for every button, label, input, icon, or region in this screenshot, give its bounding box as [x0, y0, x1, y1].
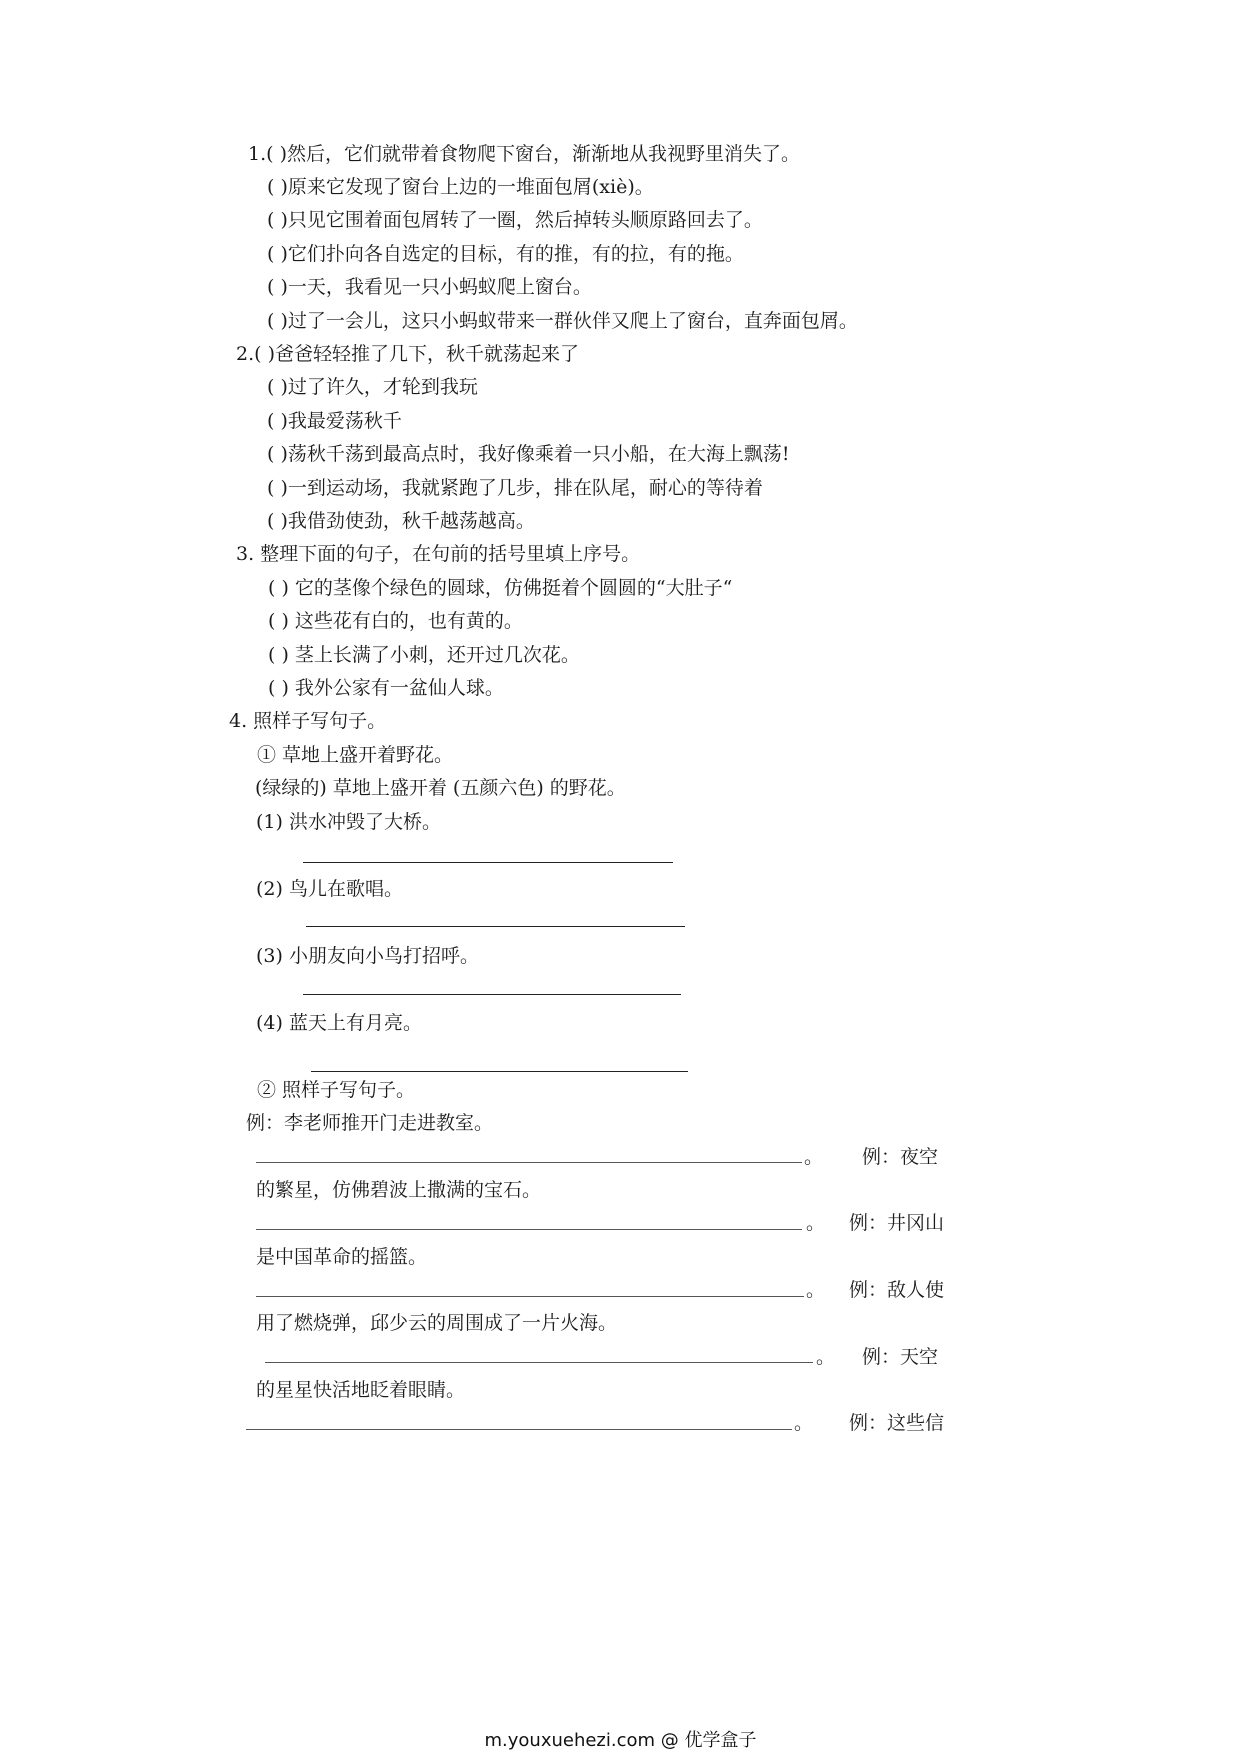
- q2-item-3: ( )我最爱荡秋千: [267, 410, 402, 432]
- q4-sub2-next-1: 的繁星，仿佛碧波上撒满的宝石。: [256, 1179, 542, 1201]
- q1-item-3: ( )只见它围着面包屑转了一圈，然后掉转头顺原路回去了。: [267, 209, 763, 231]
- q4-item-2-answer-line[interactable]: [306, 926, 685, 927]
- q4-item-4: (4) 蓝天上有月亮。: [256, 1012, 422, 1034]
- q4-sub2-mark-4: 。: [816, 1346, 836, 1368]
- q4-sub2-answer-line-1[interactable]: [256, 1162, 802, 1163]
- q4-sub2-mark-3: 。: [806, 1279, 826, 1301]
- q4-sub2-next-3: 用了燃烧弹，邱少云的周围成了一片火海。: [256, 1312, 618, 1334]
- q4-sub2-answer-line-4[interactable]: [265, 1362, 813, 1363]
- q4-sub2-answer-line-5[interactable]: [246, 1429, 792, 1430]
- q2-item-6: ( )我借劲使劲，秋千越荡越高。: [267, 510, 535, 532]
- q1-item-4: ( )它们扑向各自选定的目标，有的推，有的拉，有的拖。: [267, 243, 744, 265]
- q3-item-4: ( ) 我外公家有一盆仙人球。: [268, 677, 504, 699]
- q2-item-2: ( )过了许久，才轮到我玩: [267, 376, 478, 398]
- q4-sub2-tail-2: 例：井冈山: [849, 1212, 945, 1234]
- q4-sub2-answer-line-2[interactable]: [256, 1229, 802, 1230]
- q1-item-5: ( )一天，我看见一只小蚂蚁爬上窗台。: [267, 276, 592, 298]
- q4-sub2-tail-3: 例：敌人使: [849, 1279, 945, 1301]
- q4-item-1: (1) 洪水冲毁了大桥。: [256, 811, 441, 833]
- q4-sub2-tail-4: 例：天空: [862, 1346, 939, 1368]
- q4-sub2-label: ② 照样子写句子。: [257, 1079, 416, 1101]
- q2-item-1: 2.( )爸爸轻轻推了几下，秋千就荡起来了: [236, 343, 579, 365]
- q4-sub2-answer-line-3[interactable]: [256, 1296, 804, 1297]
- q2-item-4: ( )荡秋千荡到最高点时，我好像乘着一只小船，在大海上飘荡!: [267, 443, 790, 465]
- q4-sub1-label: ① 草地上盛开着野花。: [257, 744, 454, 766]
- q4-item-4-answer-line[interactable]: [311, 1071, 688, 1072]
- q3-item-3: ( ) 茎上长满了小刺，还开过几次花。: [268, 644, 580, 666]
- q4-sub2-tail-5: 例：这些信: [849, 1412, 945, 1434]
- q1-item-2: ( )原来它发现了窗台上边的一堆面包屑(xiè)。: [267, 176, 654, 198]
- q1-item-1: 1.( )然后，它们就带着食物爬下窗台，渐渐地从我视野里消失了。: [248, 143, 800, 165]
- q2-item-5: ( )一到运动场，我就紧跑了几步，排在队尾，耐心的等待着: [267, 477, 763, 499]
- q4-item-3-answer-line[interactable]: [303, 994, 681, 995]
- q4-sub2-mark-2: 。: [806, 1212, 826, 1234]
- q3-item-1: ( ) 它的茎像个绿色的圆球，仿佛挺着个圆圆的“大肚子“: [268, 577, 733, 599]
- q4-title: 4. 照样子写句子。: [229, 710, 387, 732]
- q4-item-1-answer-line[interactable]: [303, 862, 673, 863]
- q3-title: 3. 整理下面的句子，在句前的括号里填上序号。: [236, 543, 641, 565]
- q4-sub2-mark-1: 。: [804, 1146, 824, 1168]
- q1-item-6: ( )过了一会儿，这只小蚂蚁带来一群伙伴又爬上了窗台，直奔面包屑。: [267, 310, 858, 332]
- q4-item-3: (3) 小朋友向小鸟打招呼。: [256, 945, 479, 967]
- q4-sub2-next-4: 的星星快活地眨着眼睛。: [256, 1379, 466, 1401]
- q4-item-2: (2) 鸟儿在歌唱。: [256, 878, 403, 900]
- q4-sub2-mark-5: 。: [794, 1412, 814, 1434]
- q4-sub2-first-example: 例：李老师推开门走进教室。: [246, 1112, 494, 1134]
- q4-sub2-tail-1: 例：夜空: [862, 1146, 939, 1168]
- q3-item-2: ( ) 这些花有白的，也有黄的。: [268, 610, 523, 632]
- footer-watermark: m.youxuehezi.com @ 优学盒子: [484, 1730, 757, 1751]
- q4-sub2-next-2: 是中国革命的摇篮。: [256, 1246, 428, 1268]
- q4-sub1-example: (绿绿的) 草地上盛开着 (五颜六色) 的野花。: [255, 777, 626, 799]
